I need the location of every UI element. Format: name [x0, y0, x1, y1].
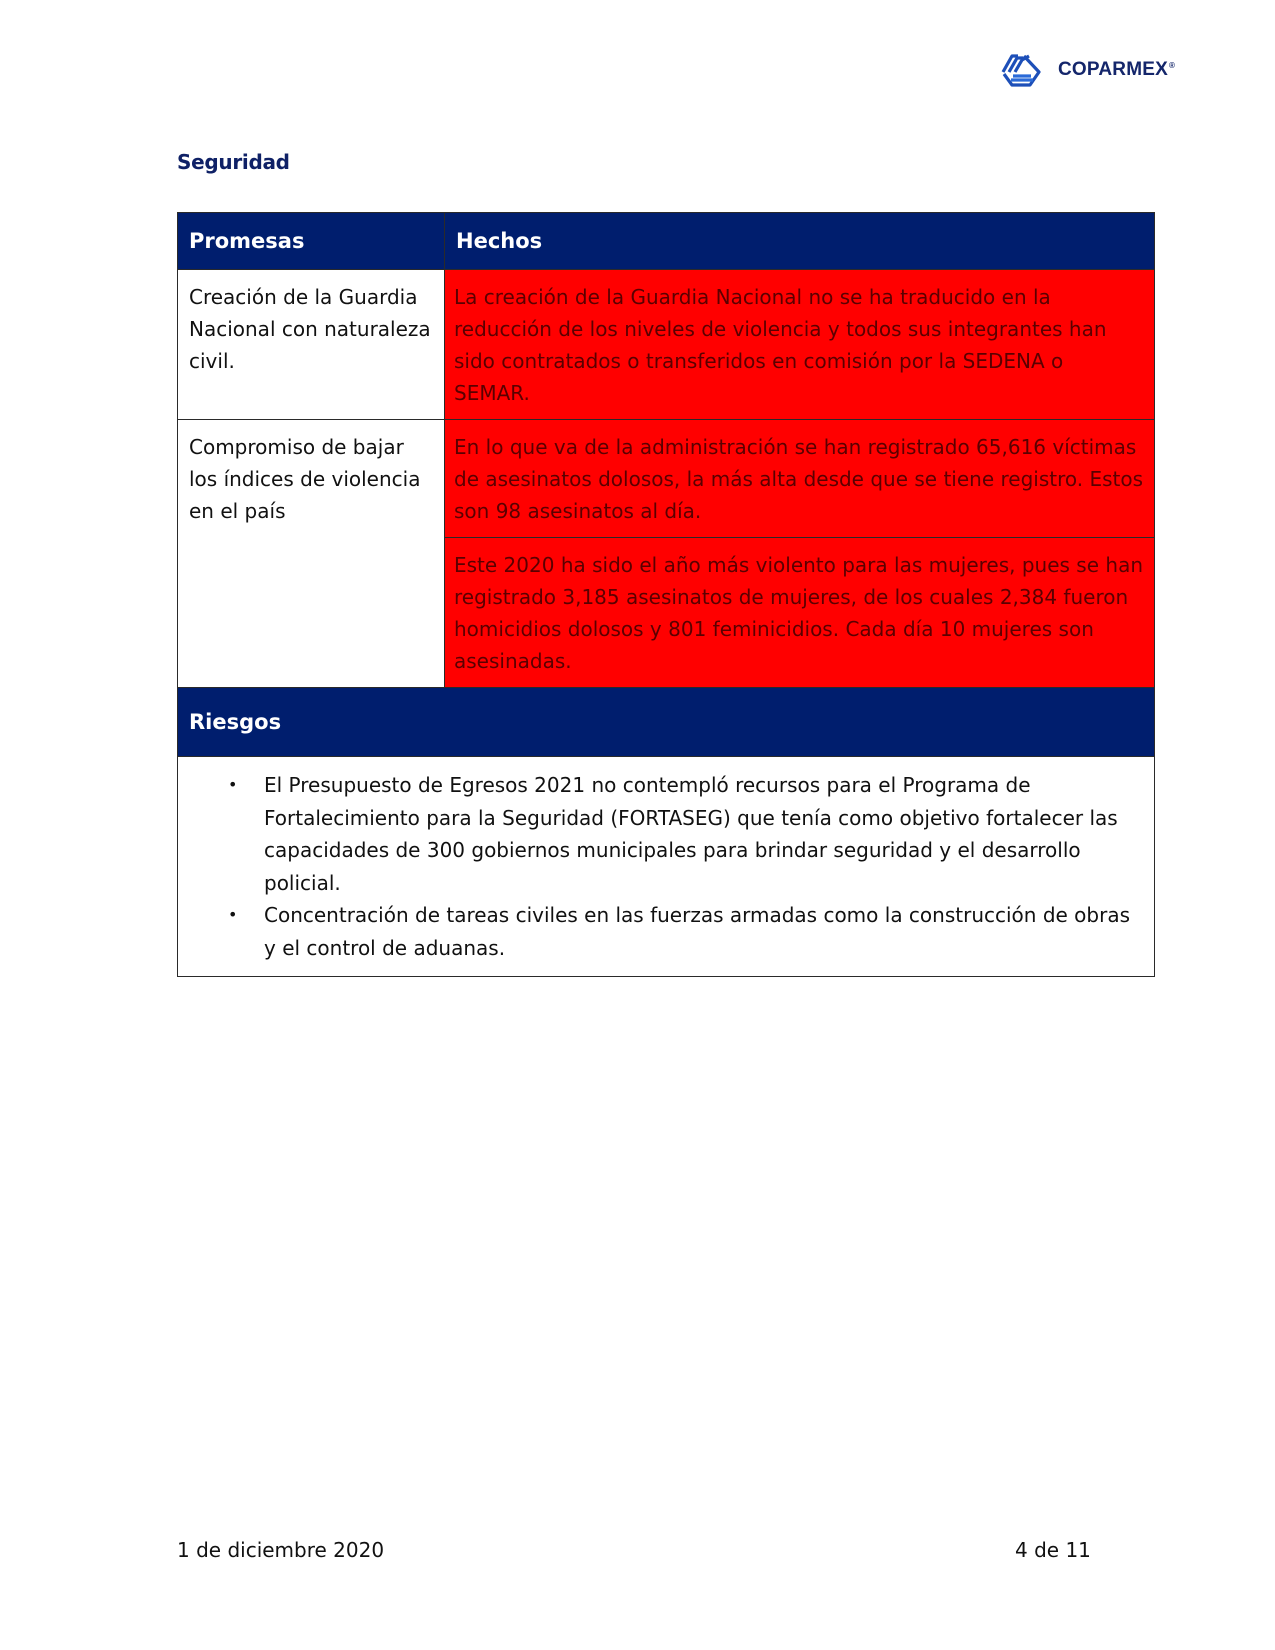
footer-page-number: 4 de 11	[1015, 1538, 1091, 1562]
riesgo-item	[228, 899, 1140, 964]
section-title: Seguridad	[177, 150, 290, 174]
coparmex-logo-icon	[1000, 52, 1042, 88]
riesgos-header: Riesgos	[178, 688, 1155, 757]
hecho-cell: La creación de la Guardia Nacional no se ha traducido en la reducción de los niveles de violencia y todos sus integrantes han sido contratados o transferidos en comisión por la SEDENA o SEMAR.	[445, 270, 1155, 420]
promesa-cell: Compromiso de bajar los índices de violencia en el país	[178, 420, 445, 688]
table-row	[178, 270, 1155, 420]
hecho-cell: En lo que va de la administración se han registrado 65,616 víctimas de asesinatos dolosos, la más alta desde que se tiene registro. Estos son 98 asesinatos al día.	[445, 420, 1155, 538]
promesa-cell: Creación de la Guardia Nacional con naturaleza civil.	[178, 270, 445, 420]
bullet-icon: •	[228, 905, 238, 924]
riesgo-item	[228, 769, 1140, 899]
coparmex-logo	[1000, 52, 1175, 88]
promises-facts-table	[177, 212, 1155, 977]
header-promesas: Promesas	[178, 213, 445, 270]
riesgo-text: El Presupuesto de Egresos 2021 no contempló recursos para el Programa de Fortalecimiento para la Seguridad (FORTASEG) que tenía como objetivo fortalecer las capacidades de 300 gobiernos municipales para brindar seguridad y el desarrollo policial.	[264, 773, 1118, 895]
table-row	[178, 420, 1155, 538]
table-header-row	[178, 213, 1155, 270]
header-hechos: Hechos	[445, 213, 1155, 270]
riesgos-body-row	[178, 757, 1155, 977]
bullet-icon: •	[228, 775, 238, 794]
riesgos-list	[178, 769, 1140, 964]
riesgos-header-row	[178, 688, 1155, 757]
hecho-cell: Este 2020 ha sido el año más violento para las mujeres, pues se han registrado 3,185 asesinatos de mujeres, de los cuales 2,384 fueron homicidios dolosos y 801 feminicidios. Cada día 10 mujeres son asesinadas.	[445, 538, 1155, 688]
riesgos-list-cell	[178, 757, 1155, 977]
riesgo-text: Concentración de tareas civiles en las fuerzas armadas como la construcción de obras y el control de aduanas.	[264, 903, 1131, 960]
logo-text: COPARMEX®	[1058, 59, 1176, 80]
footer-date: 1 de diciembre 2020	[177, 1538, 385, 1562]
